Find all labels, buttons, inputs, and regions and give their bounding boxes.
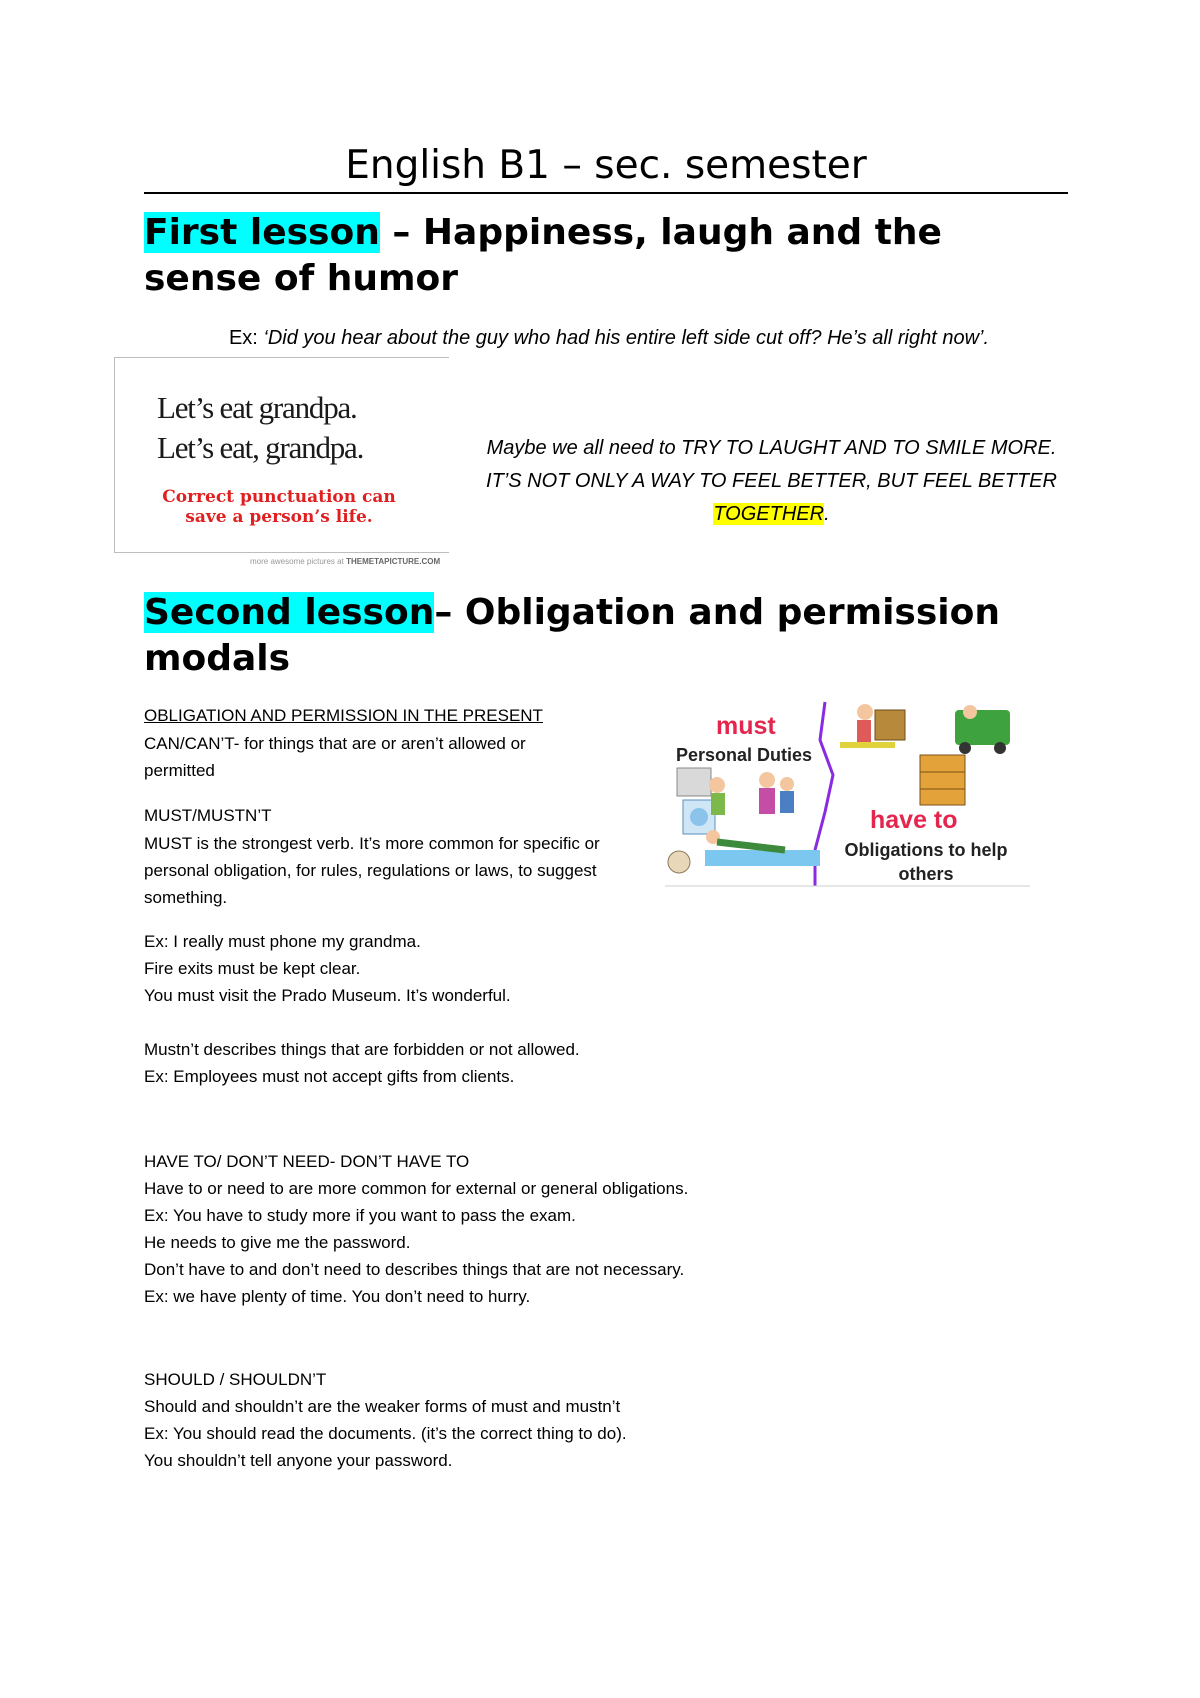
face-icon bbox=[668, 851, 690, 873]
should-line-1: Should and shouldn’t are the weaker forms of must and mustn’t bbox=[144, 1397, 621, 1416]
motto-end: . bbox=[824, 503, 830, 525]
mustnt-line-1: Mustn’t describes things that are forbidden or not allowed. bbox=[144, 1040, 580, 1059]
haveto-line-5: Ex: we have plenty of time. You don’t need to hurry. bbox=[144, 1287, 531, 1306]
second-lesson-label: Second lesson bbox=[144, 592, 435, 633]
obligations-caption-line-1: Obligations to help bbox=[844, 840, 1008, 860]
should-paragraph bbox=[144, 1393, 627, 1474]
haveto-line-4: Don’t have to and don’t need to describes things that are not necessary. bbox=[144, 1260, 685, 1279]
second-lesson-title-part1: – Obligation and permission bbox=[434, 592, 1000, 633]
motto-paragraph bbox=[474, 432, 1069, 531]
can-paragraph bbox=[144, 730, 526, 784]
mustnt-line-2: Ex: Employees must not accept gifts from clients. bbox=[144, 1067, 515, 1086]
punctuation-meme-image bbox=[114, 357, 449, 553]
haveto-line-3: He needs to give me the password. bbox=[144, 1233, 411, 1252]
motto-highlight: TOGETHER bbox=[713, 503, 825, 525]
haveto-line-2: Ex: You have to study more if you want to pass the exam. bbox=[144, 1206, 576, 1225]
must-heading: MUST/MUSTN’T bbox=[144, 806, 272, 825]
computer-icon bbox=[677, 768, 711, 796]
obligations-caption-line-2: others bbox=[898, 864, 954, 884]
second-lesson-heading bbox=[144, 590, 1074, 682]
present-heading: OBLIGATION AND PERMISSION IN THE PRESENT bbox=[144, 706, 543, 725]
can-line-1: CAN/CAN’T- for things that are or aren’t allowed or bbox=[144, 734, 526, 753]
haveto-paragraph bbox=[144, 1175, 688, 1310]
obligations-caption bbox=[826, 838, 1026, 886]
meme-red-line-1: Correct punctuation can bbox=[162, 487, 396, 507]
haveto-heading: HAVE TO/ DON’T NEED- DON’T HAVE TO bbox=[144, 1152, 470, 1171]
first-lesson-heading bbox=[144, 210, 1074, 302]
haveto-label: have to bbox=[870, 806, 958, 834]
personal-duties-caption: Personal Duties bbox=[676, 745, 813, 765]
person-head-icon bbox=[857, 704, 873, 720]
must-label: must bbox=[716, 712, 776, 740]
exercise-mat-icon bbox=[705, 850, 820, 866]
shelf-icon bbox=[920, 755, 965, 805]
must-line-1: MUST is the strongest verb. It’s more common for specific or bbox=[144, 834, 600, 853]
meme-credit-prefix: more awesome pictures at bbox=[250, 557, 344, 566]
document-title: English B1 – sec. semester bbox=[345, 143, 867, 188]
should-line-3: You shouldn’t tell anyone your password. bbox=[144, 1451, 453, 1470]
cart-icon bbox=[840, 742, 895, 748]
must-examples bbox=[144, 928, 511, 1009]
must-example-2: Fire exits must be kept clear. bbox=[144, 959, 361, 978]
mustnt-paragraph bbox=[144, 1036, 580, 1090]
must-line-3: something. bbox=[144, 888, 228, 907]
should-line-2: Ex: You should read the documents. (it’s the correct thing to do). bbox=[144, 1424, 627, 1443]
can-line-2: permitted bbox=[144, 761, 215, 780]
joke-prefix: Ex: bbox=[228, 327, 264, 349]
joke-quote: ‘Did you hear about the guy who had his entire left side cut off? He’s all right now’. bbox=[263, 327, 990, 349]
first-lesson-title-part1: – Happiness, laugh and the bbox=[379, 212, 942, 253]
meme-credit bbox=[250, 557, 440, 566]
first-lesson-label: First lesson bbox=[144, 212, 380, 253]
meme-credit-site: THEMETAPICTURE.COM bbox=[346, 557, 441, 566]
must-line-2: personal obligation, for rules, regulations or laws, to suggest bbox=[144, 861, 597, 880]
meme-red-line-2: save a person’s life. bbox=[185, 507, 373, 527]
should-heading: SHOULD / SHOULDN’T bbox=[144, 1370, 327, 1389]
must-paragraph bbox=[144, 830, 600, 911]
must-example-1: Ex: I really must phone my grandma. bbox=[144, 932, 421, 951]
second-lesson-title-part2: modals bbox=[144, 638, 291, 679]
joke-example bbox=[144, 324, 1074, 352]
meme-line-1: Let’s eat grandpa. bbox=[157, 390, 357, 425]
child-icon bbox=[759, 772, 775, 788]
motto-text: Maybe we all need to TRY TO LAUGHT AND TO SMILE MORE. IT’S NOT ONLY A WAY TO FEEL BETTER, BUT FEEL BETTER bbox=[486, 437, 1057, 492]
title-underline bbox=[144, 192, 1068, 194]
must-example-3: You must visit the Prado Museum. It’s wonderful. bbox=[144, 986, 511, 1005]
meme-line-2: Let’s eat, grandpa. bbox=[157, 430, 364, 465]
box-icon bbox=[875, 710, 905, 740]
truck-icon bbox=[955, 710, 1010, 745]
haveto-line-1: Have to or need to are more common for external or general obligations. bbox=[144, 1179, 689, 1198]
first-lesson-title-part2: sense of humor bbox=[144, 258, 459, 299]
